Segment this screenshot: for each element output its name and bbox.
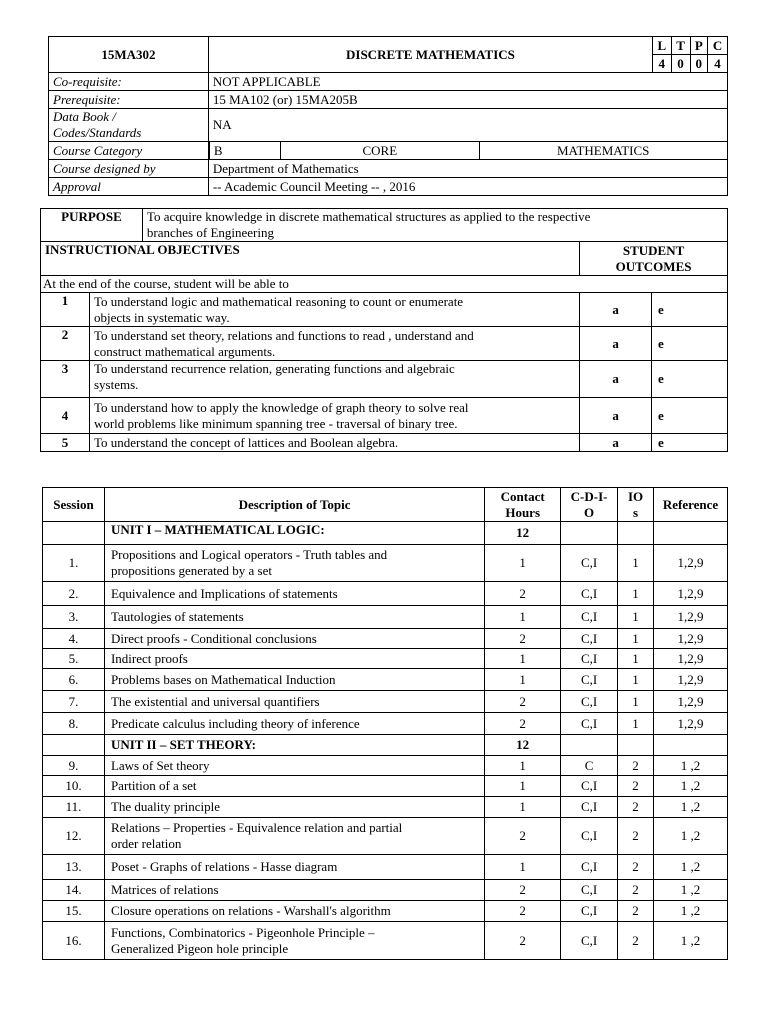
header-ios-line1: IO xyxy=(627,488,644,504)
objective-text xyxy=(89,361,579,398)
unit-ios-blank xyxy=(618,735,654,756)
reference-value: 1,2,9 xyxy=(654,669,728,691)
ltpc-value-l: 4 xyxy=(653,55,671,73)
objective-outcome-a: a xyxy=(580,327,652,361)
session-number: 1. xyxy=(43,545,105,582)
topic-line2: Generalized Pigeon hole principle xyxy=(110,940,289,956)
reference-value: 1 ,2 xyxy=(654,818,728,855)
topic-line2: propositions generated by a set xyxy=(110,563,272,578)
unit-title: UNIT II – SET THEORY: xyxy=(104,735,484,756)
prerequisite-label: Prerequisite: xyxy=(49,91,209,109)
corequisite-label: Co-requisite: xyxy=(49,73,209,91)
reference-value: 1 ,2 xyxy=(654,880,728,901)
topic-description: Matrices of relations xyxy=(104,880,484,901)
cdio-value: C,I xyxy=(561,582,618,606)
topic-description xyxy=(104,922,484,960)
objective-line1: To understand how to apply the knowledge of graph theory to solve real xyxy=(93,399,469,415)
unit-hours: 12 xyxy=(485,735,561,756)
outcomes-line1: STUDENT xyxy=(622,242,685,258)
header-session: Session xyxy=(43,488,105,522)
ios-value: 2 xyxy=(618,855,654,880)
unit-ios-blank xyxy=(618,522,654,545)
reference-value: 1,2,9 xyxy=(654,691,728,713)
session-number: 10. xyxy=(43,776,105,797)
topic-description xyxy=(104,545,484,582)
objective-outcome-a: a xyxy=(580,293,652,327)
objective-line1: To understand recurrence relation, generating functions and algebraic xyxy=(93,361,455,376)
session-number: 7. xyxy=(43,691,105,713)
cdio-value: C,I xyxy=(561,629,618,649)
cdio-value: C,I xyxy=(561,880,618,901)
databook-label xyxy=(49,109,209,142)
ios-value: 2 xyxy=(618,901,654,922)
sessions-table xyxy=(42,487,728,960)
objective-outcome-e: e xyxy=(652,327,728,361)
reference-value: 1 ,2 xyxy=(654,922,728,960)
ios-value: 1 xyxy=(618,649,654,669)
session-number: 16. xyxy=(43,922,105,960)
ios-value: 1 xyxy=(618,606,654,629)
objective-outcome-e: e xyxy=(652,293,728,327)
purpose-label: PURPOSE xyxy=(41,209,143,242)
reference-value: 1 ,2 xyxy=(654,776,728,797)
instructional-objectives-heading: INSTRUCTIONAL OBJECTIVES xyxy=(41,242,580,276)
cdio-value: C,I xyxy=(561,855,618,880)
topic-description: Problems bases on Mathematical Induction xyxy=(104,669,484,691)
cdio-value: C,I xyxy=(561,797,618,818)
ios-value: 2 xyxy=(618,797,654,818)
corequisite-value: NOT APPLICABLE xyxy=(208,73,727,91)
ltpc-header-p: P xyxy=(690,37,708,55)
cdio-value: C,I xyxy=(561,713,618,735)
category-type: CORE xyxy=(280,142,479,159)
header-cdio-line1: C-D-I- xyxy=(570,488,608,504)
ltpc-value-c: 4 xyxy=(708,55,727,73)
reference-value: 1 ,2 xyxy=(654,901,728,922)
contact-hours: 1 xyxy=(485,797,561,818)
topic-description: Laws of Set theory xyxy=(104,756,484,776)
objective-outcome-e: e xyxy=(652,398,728,434)
objective-outcome-e: e xyxy=(652,361,728,398)
contact-hours: 1 xyxy=(485,669,561,691)
session-number: 11. xyxy=(43,797,105,818)
objective-line2: world problems like minimum spanning tree - traversal of binary tree. xyxy=(93,415,458,431)
unit-title: UNIT I – MATHEMATICAL LOGIC: xyxy=(104,522,484,545)
objective-number: 1 xyxy=(41,293,90,327)
topic-description: Indirect proofs xyxy=(104,649,484,669)
reference-value: 1,2,9 xyxy=(654,713,728,735)
category-subject: MATHEMATICS xyxy=(479,142,727,159)
objective-text xyxy=(89,293,579,327)
contact-hours: 2 xyxy=(485,713,561,735)
course-info-table xyxy=(48,36,728,196)
session-number: 9. xyxy=(43,756,105,776)
session-number: 13. xyxy=(43,855,105,880)
contact-hours: 1 xyxy=(485,545,561,582)
ltpc-value-p: 0 xyxy=(690,55,708,73)
approval-value: -- Academic Council Meeting -- , 2016 xyxy=(208,178,727,196)
ios-value: 2 xyxy=(618,922,654,960)
objective-number: 5 xyxy=(41,434,90,452)
objective-text xyxy=(89,398,579,434)
header-contact-hours xyxy=(485,488,561,522)
category-label: Course Category xyxy=(49,142,209,160)
contact-hours: 1 xyxy=(485,855,561,880)
objective-line2: objects in systematic way. xyxy=(93,309,230,325)
cdio-value: C,I xyxy=(561,922,618,960)
ios-value: 2 xyxy=(618,818,654,855)
session-number: 5. xyxy=(43,649,105,669)
topic-description: The existential and universal quantifiers xyxy=(104,691,484,713)
databook-label-line1: Data Book / xyxy=(53,109,116,124)
unit-hours: 12 xyxy=(485,522,561,545)
cdio-value: C,I xyxy=(561,776,618,797)
objective-line1: To understand set theory, relations and functions to read , understand and xyxy=(93,327,474,343)
contact-hours: 2 xyxy=(485,582,561,606)
objective-outcome-a: a xyxy=(580,434,652,452)
session-number: 3. xyxy=(43,606,105,629)
ios-value: 1 xyxy=(618,669,654,691)
reference-value: 1,2,9 xyxy=(654,606,728,629)
header-contact-line2: Hours xyxy=(505,504,541,520)
objectives-intro: At the end of the course, student will be able to xyxy=(41,276,728,293)
unit-cdio-blank xyxy=(561,522,618,545)
objective-outcome-a: a xyxy=(580,361,652,398)
purpose-line1: To acquire knowledge in discrete mathematical structures as applied to the respective xyxy=(146,209,591,224)
ios-value: 1 xyxy=(618,691,654,713)
session-number: 15. xyxy=(43,901,105,922)
header-cdio xyxy=(561,488,618,522)
contact-hours: 2 xyxy=(485,629,561,649)
header-reference: Reference xyxy=(654,488,728,522)
ltpc-header-l: L xyxy=(653,37,671,55)
header-contact-line1: Contact xyxy=(500,488,545,504)
unit-cdio-blank xyxy=(561,735,618,756)
ltpc-header-c: C xyxy=(708,37,727,55)
category-code: B xyxy=(209,142,280,159)
objective-outcome-a: a xyxy=(580,398,652,434)
unit-session-blank xyxy=(43,735,105,756)
objective-line2: construct mathematical arguments. xyxy=(93,343,276,359)
objective-text: To understand the concept of lattices and Boolean algebra. xyxy=(89,434,579,452)
reference-value: 1,2,9 xyxy=(654,629,728,649)
reference-value: 1,2,9 xyxy=(654,582,728,606)
category-subtable xyxy=(209,142,728,159)
contact-hours: 2 xyxy=(485,880,561,901)
cdio-value: C,I xyxy=(561,691,618,713)
ltpc-cell xyxy=(653,37,728,73)
objective-number: 4 xyxy=(41,398,90,434)
contact-hours: 1 xyxy=(485,776,561,797)
reference-value: 1,2,9 xyxy=(654,649,728,669)
category-row xyxy=(208,142,727,160)
topic-description: Predicate calculus including theory of inference xyxy=(104,713,484,735)
contact-hours: 2 xyxy=(485,691,561,713)
approval-label: Approval xyxy=(49,178,209,196)
objective-line1: To understand logic and mathematical reasoning to count or enumerate xyxy=(93,293,464,309)
contact-hours: 2 xyxy=(485,901,561,922)
topic-description: Partition of a set xyxy=(104,776,484,797)
topic-line1: Relations – Properties - Equivalence relation and partial xyxy=(110,820,403,835)
contact-hours: 2 xyxy=(485,818,561,855)
reference-value: 1 ,2 xyxy=(654,797,728,818)
student-outcomes-heading xyxy=(580,242,728,276)
contact-hours: 1 xyxy=(485,649,561,669)
header-ios xyxy=(618,488,654,522)
objective-number: 2 xyxy=(41,327,90,361)
objective-line2: systems. xyxy=(93,377,139,392)
contact-hours: 2 xyxy=(485,922,561,960)
topic-description: Direct proofs - Conditional conclusions xyxy=(104,629,484,649)
cdio-value: C,I xyxy=(561,669,618,691)
header-ios-line2: s xyxy=(632,504,639,520)
ios-value: 2 xyxy=(618,756,654,776)
objective-outcome-e: e xyxy=(652,434,728,452)
ltpc-value-t: 0 xyxy=(671,55,690,73)
header-cdio-line2: O xyxy=(584,504,595,520)
cdio-value: C,I xyxy=(561,818,618,855)
course-title: DISCRETE MATHEMATICS xyxy=(208,37,652,73)
databook-label-line2: Codes/Standards xyxy=(53,125,142,140)
designed-by-label: Course designed by xyxy=(49,160,209,178)
topic-description: Poset - Graphs of relations - Hasse diagram xyxy=(104,855,484,880)
ios-value: 2 xyxy=(618,880,654,901)
topic-description xyxy=(104,818,484,855)
prerequisite-value: 15 MA102 (or) 15MA205B xyxy=(208,91,727,109)
reference-value: 1 ,2 xyxy=(654,855,728,880)
unit-session-blank xyxy=(43,522,105,545)
ios-value: 2 xyxy=(618,776,654,797)
reference-value: 1,2,9 xyxy=(654,545,728,582)
contact-hours: 1 xyxy=(485,756,561,776)
objectives-table xyxy=(40,208,728,452)
topic-line1: Functions, Combinatorics - Pigeonhole Principle – xyxy=(110,924,375,940)
purpose-text xyxy=(142,209,727,242)
topic-description: Tautologies of statements xyxy=(104,606,484,629)
cdio-value: C xyxy=(561,756,618,776)
ltpc-table xyxy=(653,37,727,72)
objective-number: 3 xyxy=(41,361,90,398)
session-number: 8. xyxy=(43,713,105,735)
topic-description: Closure operations on relations - Warshall's algorithm xyxy=(104,901,484,922)
ios-value: 1 xyxy=(618,629,654,649)
cdio-value: C,I xyxy=(561,606,618,629)
session-number: 14. xyxy=(43,880,105,901)
cdio-value: C,I xyxy=(561,649,618,669)
contact-hours: 1 xyxy=(485,606,561,629)
topic-line1: Propositions and Logical operators - Truth tables and xyxy=(110,547,388,562)
topic-line2: order relation xyxy=(110,836,182,851)
cdio-value: C,I xyxy=(561,901,618,922)
session-number: 6. xyxy=(43,669,105,691)
session-number: 4. xyxy=(43,629,105,649)
topic-description: The duality principle xyxy=(104,797,484,818)
header-description: Description of Topic xyxy=(104,488,484,522)
course-code: 15MA302 xyxy=(49,37,209,73)
session-number: 12. xyxy=(43,818,105,855)
ios-value: 1 xyxy=(618,582,654,606)
objective-text xyxy=(89,327,579,361)
outcomes-line2: OUTCOMES xyxy=(615,258,692,274)
databook-value: NA xyxy=(208,109,727,142)
cdio-value: C,I xyxy=(561,545,618,582)
topic-description: Equivalence and Implications of statements xyxy=(104,582,484,606)
designed-by-value: Department of Mathematics xyxy=(208,160,727,178)
ltpc-header-t: T xyxy=(671,37,690,55)
purpose-line2: branches of Engineering xyxy=(146,225,274,240)
session-number: 2. xyxy=(43,582,105,606)
reference-value: 1 ,2 xyxy=(654,756,728,776)
unit-reference-blank xyxy=(654,522,728,545)
ios-value: 1 xyxy=(618,713,654,735)
unit-reference-blank xyxy=(654,735,728,756)
ios-value: 1 xyxy=(618,545,654,582)
